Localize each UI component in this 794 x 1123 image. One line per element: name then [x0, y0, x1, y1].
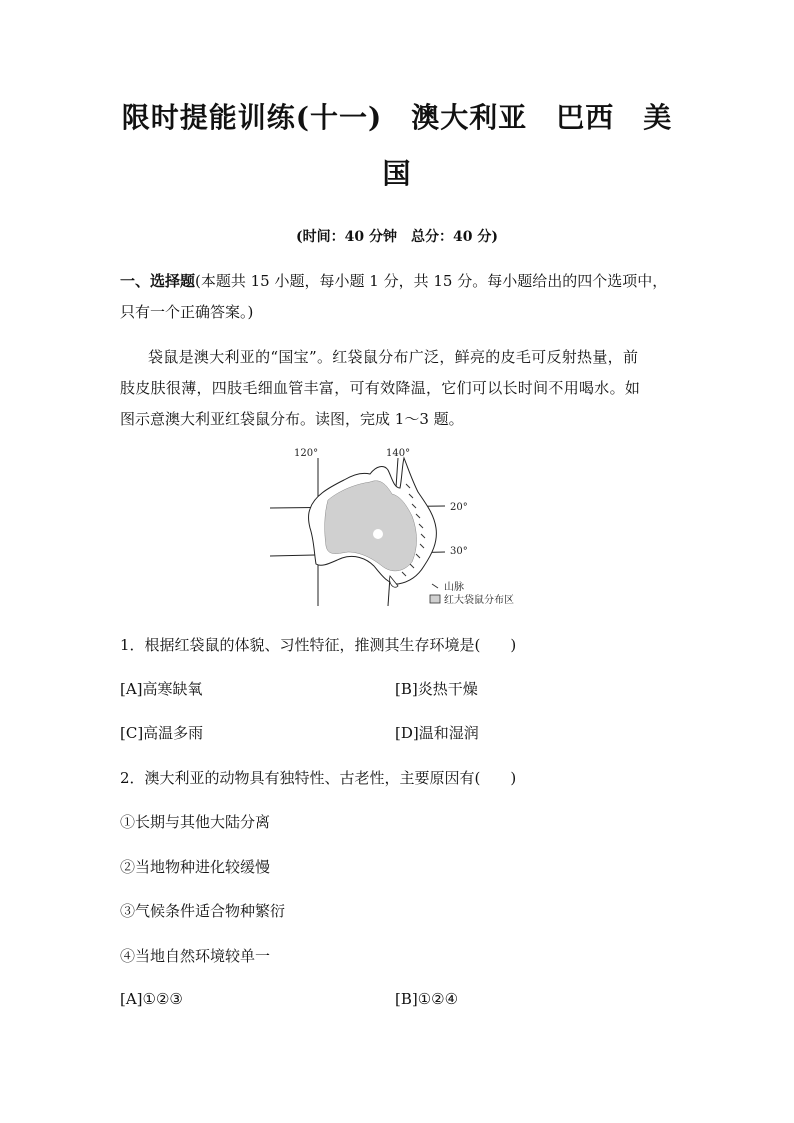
lon-label-120: 120° [294, 448, 319, 459]
lat-label-20: 20° [450, 502, 468, 513]
lon-label-140: 140° [386, 448, 411, 459]
page-title-line2: 国 [382, 157, 412, 190]
section-desc-1: (本题共 15 小题，每小题 1 分，共 15 分。每小题给出的四个选项中， [195, 272, 668, 290]
q2-option-b[interactable]: [B]①②④ [395, 990, 459, 1008]
q2-item-2: ②当地物种进化较缓慢 [120, 858, 271, 876]
q2-item-1: ①长期与其他大陆分离 [120, 813, 271, 831]
q1-stem: 1．根据红袋鼠的体貌、习性特征，推测其生存环境是( ) [120, 636, 517, 654]
section-label: 一、选择题 [120, 272, 196, 290]
q2-item-3: ③气候条件适合物种繁衍 [120, 902, 286, 920]
section-desc-2: 只有一个正确答案。) [120, 303, 254, 321]
q1-option-a[interactable]: [A]高寒缺氧 [120, 680, 203, 698]
passage-line-2: 肢皮肤很薄，四肢毛细血管丰富，可有效降温，它们可以长时间不用喝水。如 [120, 379, 641, 397]
legend-area-label: 红大袋鼠分布区 [444, 595, 514, 606]
q2-option-a[interactable]: [A]①②③ [120, 990, 183, 1008]
legend-mountain-icon [432, 584, 438, 588]
q1-option-c[interactable]: [C]高温多雨 [120, 724, 204, 742]
page-title-line1: 限时提能训练(十一) 澳大利亚 巴西 美 [121, 101, 673, 134]
exam-meta: (时间：40 分钟 总分：40 分) [296, 229, 498, 245]
legend-area-swatch [430, 595, 440, 603]
q2-stem: 2．澳大利亚的动物具有独特性、古老性，主要原因有( ) [120, 769, 517, 787]
q1-option-d[interactable]: [D]温和湿润 [395, 724, 479, 742]
q1-option-b[interactable]: [B]炎热干燥 [395, 680, 478, 698]
legend-mountain-label: 山脉 [444, 582, 464, 593]
q2-item-4: ④当地自然环境较单一 [120, 947, 271, 965]
australia-kangaroo-map [270, 444, 530, 608]
lat-label-30: 30° [450, 546, 468, 557]
passage-line-3: 图示意澳大利亚红袋鼠分布。读图，完成 1～3 题。 [120, 410, 464, 428]
lake-eyre [373, 529, 383, 539]
passage-line-1: 袋鼠是澳大利亚的“国宝”。红袋鼠分布广泛，鲜亮的皮毛可反射热量，前 [148, 348, 639, 366]
section-header [120, 270, 680, 291]
